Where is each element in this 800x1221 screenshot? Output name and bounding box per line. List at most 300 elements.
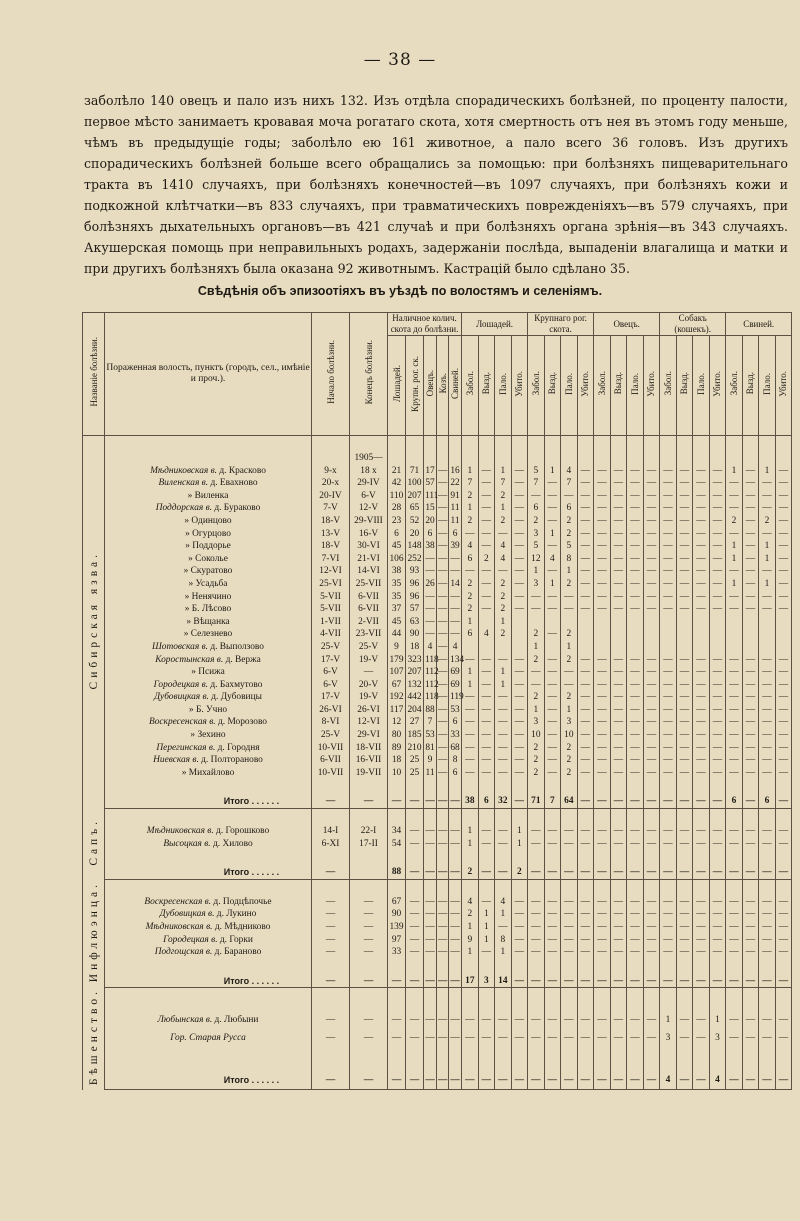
- value-cell: —: [627, 742, 644, 755]
- value-cell: —: [561, 679, 578, 692]
- disease-name-cell: [83, 436, 105, 809]
- value-cell: —: [676, 1030, 693, 1048]
- spacer-cell: [105, 959, 312, 975]
- stock-cell: 20: [406, 528, 424, 541]
- value-cell: [759, 959, 776, 975]
- value-cell: —: [594, 754, 611, 767]
- disease-name: Инфлюэнца.: [87, 880, 100, 982]
- stock-cell: [424, 850, 437, 866]
- value-cell: —: [726, 1030, 743, 1048]
- value-cell: —: [742, 704, 759, 717]
- value-cell: —: [775, 975, 792, 988]
- start-cell: 1-VII: [312, 616, 350, 629]
- value-cell: [462, 641, 479, 654]
- stock-cell: —: [438, 679, 448, 690]
- value-cell: [577, 879, 594, 896]
- value-cell: [594, 850, 611, 866]
- value-cell: —: [594, 565, 611, 578]
- value-cell: 2: [511, 866, 528, 879]
- value-cell: [759, 988, 776, 1012]
- start-cell: [312, 988, 350, 1012]
- stock-cell: —: [449, 1012, 462, 1030]
- value-cell: —: [577, 591, 594, 604]
- place-cell: [105, 838, 312, 851]
- stock-cell: —: [450, 566, 460, 577]
- value-cell: —: [627, 465, 644, 478]
- value-cell: [660, 616, 677, 629]
- stock-cell: —: [438, 755, 448, 766]
- value-cell: —: [610, 515, 627, 528]
- value-cell: —: [709, 704, 726, 717]
- value-cell: [660, 628, 677, 641]
- value-cell: —: [643, 795, 660, 808]
- place-cell: [105, 767, 312, 780]
- stock-cell: —: [450, 838, 460, 849]
- stock-cell: —: [406, 838, 424, 851]
- stock-cell: —: [406, 825, 424, 838]
- stock-cell: 112: [425, 667, 439, 678]
- stock-cell: —: [406, 866, 424, 879]
- stock-cell: —: [438, 515, 448, 526]
- stock-cell: —: [406, 975, 424, 988]
- stock-cell: 33: [388, 946, 406, 959]
- spacer-row: [83, 779, 792, 795]
- value-cell: —: [561, 921, 578, 934]
- volost-name: Подгощская в.: [154, 947, 215, 958]
- stock-cell: 57: [425, 478, 435, 489]
- stock-cell: 63: [406, 616, 424, 629]
- value-cell: 1: [495, 666, 512, 679]
- value-cell: [577, 850, 594, 866]
- value-cell: —: [511, 691, 528, 704]
- value-cell: —: [676, 490, 693, 503]
- value-cell: [594, 641, 611, 654]
- value-cell: —: [594, 825, 611, 838]
- value-cell: —: [775, 767, 792, 780]
- spacer-cell: [105, 879, 312, 896]
- end-cell: 2-VII: [350, 616, 388, 629]
- value-cell: [528, 809, 545, 826]
- value-cell: [742, 1048, 759, 1071]
- value-cell: 8: [561, 553, 578, 566]
- value-cell: —: [561, 591, 578, 604]
- value-cell: [511, 879, 528, 896]
- value-cell: —: [627, 502, 644, 515]
- value-cell: —: [627, 729, 644, 742]
- header-place: Пораженная волость, пунктъ (городъ, сел., имѣніе и проч.).: [105, 313, 312, 436]
- value-cell: —: [643, 921, 660, 934]
- header-stock-0-text: Лошадей.: [391, 365, 402, 402]
- stock-cell: [449, 879, 462, 896]
- header-stock-2: [424, 336, 437, 436]
- value-cell: —: [577, 578, 594, 591]
- value-cell: 2: [495, 515, 512, 528]
- value-cell: —: [478, 946, 495, 959]
- stock-cell: 27: [406, 716, 424, 729]
- value-cell: —: [544, 704, 561, 717]
- value-cell: —: [660, 578, 677, 591]
- volost-name: Городецкая в.: [153, 679, 211, 690]
- value-cell: 2: [495, 603, 512, 616]
- value-cell: —: [643, 565, 660, 578]
- place-cell: [105, 628, 312, 641]
- stock-cell: 11: [449, 502, 462, 515]
- value-cell: —: [643, 578, 660, 591]
- value-cell: —: [478, 691, 495, 704]
- table-row: [83, 934, 792, 947]
- value-cell: —: [742, 502, 759, 515]
- value-cell: 2: [561, 515, 578, 528]
- header-sub-3-2-text: Пало.: [695, 372, 706, 395]
- value-cell: [709, 879, 726, 896]
- epizootic-table-wrapper: [82, 312, 792, 1090]
- volost-name: Мѣдниковская в.: [146, 826, 217, 837]
- value-cell: [709, 779, 726, 795]
- stock-cell: 210: [407, 742, 422, 753]
- value-cell: [594, 879, 611, 896]
- value-cell: —: [627, 654, 644, 667]
- value-cell: [759, 436, 776, 453]
- value-cell: [462, 809, 479, 826]
- value-cell: —: [643, 603, 660, 616]
- value-cell: —: [742, 591, 759, 604]
- value-cell: —: [775, 540, 792, 553]
- stock-cell: 20: [425, 515, 435, 526]
- value-cell: —: [495, 729, 512, 742]
- value-cell: —: [610, 934, 627, 947]
- table-title: Свѣдѣнія объ эпизоотіяхъ въ уѣздѣ по волостямъ и селеніямъ.: [197, 284, 603, 298]
- value-cell: —: [528, 679, 545, 692]
- stock-cell: 17: [425, 465, 435, 476]
- value-cell: —: [759, 502, 776, 515]
- stock-cell: —: [406, 896, 424, 909]
- value-cell: —: [528, 603, 545, 616]
- value-cell: [610, 809, 627, 826]
- value-cell: 4: [561, 465, 578, 478]
- stock-cell: [406, 988, 424, 1012]
- value-cell: —: [742, 490, 759, 503]
- header-sub-4-3: [775, 336, 792, 436]
- value-cell: [561, 809, 578, 826]
- value-cell: —: [544, 691, 561, 704]
- value-cell: 1: [462, 679, 479, 692]
- settlement-name: д. Дубовицы: [211, 692, 262, 703]
- value-cell: [610, 628, 627, 641]
- value-cell: [561, 779, 578, 795]
- value-cell: —: [660, 502, 677, 515]
- place-cell: [105, 1030, 312, 1048]
- stock-cell: 67: [388, 679, 406, 692]
- stock-cell: 96: [406, 578, 424, 591]
- value-cell: —: [643, 825, 660, 838]
- stock-cell: 45: [388, 616, 406, 629]
- stock-cell: 192: [389, 692, 404, 703]
- header-sub-2-2-text: Пало.: [629, 372, 640, 395]
- value-cell: [709, 1048, 726, 1071]
- value-cell: —: [726, 946, 743, 959]
- value-cell: —: [726, 866, 743, 879]
- value-cell: 38: [462, 795, 479, 808]
- value-cell: —: [693, 1012, 710, 1030]
- end-cell: [350, 779, 388, 795]
- value-cell: —: [726, 908, 743, 921]
- start-cell: 20-IV: [312, 490, 350, 503]
- settlement-name: д. Евахново: [210, 478, 258, 489]
- end-cell: 19-V: [350, 691, 388, 704]
- value-cell: —: [726, 754, 743, 767]
- value-cell: —: [759, 591, 776, 604]
- stock-cell: —: [438, 692, 448, 703]
- table-row: [83, 502, 792, 515]
- stock-cell: 67: [388, 896, 406, 909]
- start-cell: —: [312, 795, 350, 808]
- value-cell: —: [627, 528, 644, 541]
- stock-cell: 65: [406, 502, 424, 515]
- value-cell: 1: [726, 553, 743, 566]
- total-row: [83, 1071, 792, 1090]
- value-cell: —: [660, 946, 677, 959]
- volost-name: Поддорская в.: [155, 503, 215, 514]
- value-cell: [643, 1048, 660, 1071]
- stock-cell: —: [425, 604, 435, 615]
- value-cell: —: [660, 921, 677, 934]
- value-cell: —: [627, 591, 644, 604]
- value-cell: —: [462, 716, 479, 729]
- value-cell: [775, 641, 792, 654]
- value-cell: 1: [495, 502, 512, 515]
- value-cell: 2: [561, 767, 578, 780]
- place-cell: [105, 666, 312, 679]
- value-cell: —: [544, 477, 561, 490]
- value-cell: —: [709, 908, 726, 921]
- value-cell: [478, 959, 495, 975]
- table-row: [83, 679, 792, 692]
- value-cell: [577, 959, 594, 975]
- value-cell: [528, 959, 545, 975]
- stock-cell: —: [438, 742, 448, 753]
- value-cell: —: [627, 603, 644, 616]
- value-cell: 6: [561, 502, 578, 515]
- value-cell: —: [759, 528, 776, 541]
- value-cell: [693, 879, 710, 896]
- end-cell: [350, 866, 388, 879]
- value-cell: —: [693, 729, 710, 742]
- stock-cell: —: [438, 578, 448, 589]
- stock-cell: 90: [406, 628, 424, 641]
- stock-cell: —: [438, 616, 448, 627]
- value-cell: —: [660, 528, 677, 541]
- start-cell: 25-V: [312, 729, 350, 742]
- value-cell: —: [594, 908, 611, 921]
- stock-cell: [388, 850, 406, 866]
- settlement-name: » Б. Учно: [188, 704, 228, 715]
- value-cell: —: [528, 934, 545, 947]
- value-cell: —: [775, 825, 792, 838]
- stock-cell: 35: [388, 578, 406, 591]
- start-cell: [312, 879, 350, 896]
- value-cell: —: [775, 716, 792, 729]
- value-cell: —: [775, 578, 792, 591]
- stock-cell: 148: [407, 541, 422, 552]
- end-cell: 19-VII: [350, 767, 388, 780]
- value-cell: —: [643, 838, 660, 851]
- value-cell: —: [610, 465, 627, 478]
- value-cell: —: [775, 565, 792, 578]
- stock-cell: —: [425, 838, 435, 849]
- start-cell: —: [312, 908, 350, 921]
- value-cell: —: [759, 716, 776, 729]
- value-cell: [627, 959, 644, 975]
- header-stock-4: [449, 336, 462, 436]
- value-cell: —: [693, 975, 710, 988]
- value-cell: [594, 452, 611, 465]
- value-cell: —: [561, 896, 578, 909]
- value-cell: [478, 809, 495, 826]
- value-cell: [726, 779, 743, 795]
- value-cell: —: [610, 704, 627, 717]
- header-sub-0-3: [511, 336, 528, 436]
- place-cell: [105, 578, 312, 591]
- value-cell: [495, 850, 512, 866]
- value-cell: 1: [759, 578, 776, 591]
- end-cell: 6-V: [350, 490, 388, 503]
- value-cell: —: [726, 896, 743, 909]
- stock-cell: —: [438, 541, 448, 552]
- value-cell: —: [693, 921, 710, 934]
- stock-cell: 25: [406, 754, 424, 767]
- value-cell: —: [643, 704, 660, 717]
- value-cell: —: [594, 1012, 611, 1030]
- stock-cell: —: [406, 908, 424, 921]
- stock-cell: —: [438, 767, 448, 778]
- value-cell: —: [577, 1012, 594, 1030]
- spacer-row: [83, 988, 792, 1012]
- value-cell: [775, 809, 792, 826]
- stock-cell: —: [438, 553, 448, 564]
- value-cell: —: [594, 767, 611, 780]
- value-cell: [660, 809, 677, 826]
- value-cell: —: [643, 767, 660, 780]
- value-cell: —: [594, 729, 611, 742]
- value-cell: —: [511, 1030, 528, 1048]
- value-cell: [511, 988, 528, 1012]
- value-cell: —: [495, 704, 512, 717]
- value-cell: [709, 809, 726, 826]
- start-cell: —: [312, 1012, 350, 1030]
- value-cell: —: [709, 515, 726, 528]
- value-cell: —: [561, 1012, 578, 1030]
- stock-cell: —: [450, 909, 460, 920]
- value-cell: —: [742, 578, 759, 591]
- value-cell: —: [610, 754, 627, 767]
- value-cell: —: [660, 603, 677, 616]
- value-cell: —: [627, 1012, 644, 1030]
- value-cell: —: [478, 838, 495, 851]
- value-cell: —: [478, 591, 495, 604]
- table-row: [83, 654, 792, 667]
- value-cell: —: [627, 704, 644, 717]
- value-cell: —: [709, 729, 726, 742]
- stock-cell: —: [438, 528, 448, 539]
- table-row: [83, 465, 792, 478]
- header-sub-2-0: [594, 336, 611, 436]
- value-cell: —: [676, 591, 693, 604]
- value-cell: [577, 616, 594, 629]
- stock-cell: —: [388, 1071, 406, 1090]
- stock-cell: 18: [388, 754, 406, 767]
- value-cell: [528, 1048, 545, 1071]
- value-cell: [610, 452, 627, 465]
- value-cell: [660, 641, 677, 654]
- value-cell: —: [709, 477, 726, 490]
- value-cell: [726, 641, 743, 654]
- volost-name: Гор. Старая Русса: [170, 1033, 246, 1044]
- value-cell: —: [742, 553, 759, 566]
- stock-cell: —: [424, 795, 437, 808]
- stock-cell: —: [438, 490, 448, 501]
- value-cell: —: [528, 975, 545, 988]
- value-cell: —: [528, 908, 545, 921]
- value-cell: —: [643, 729, 660, 742]
- stock-cell: 26: [425, 578, 435, 589]
- stock-cell: [437, 1048, 449, 1071]
- stock-cell: —: [450, 553, 460, 564]
- table-row: [83, 616, 792, 629]
- value-cell: —: [709, 716, 726, 729]
- value-cell: —: [693, 1071, 710, 1090]
- value-cell: —: [594, 515, 611, 528]
- value-cell: 1: [462, 666, 479, 679]
- end-cell: —: [350, 946, 388, 959]
- value-cell: 9: [462, 934, 479, 947]
- value-cell: —: [742, 1071, 759, 1090]
- value-cell: [544, 959, 561, 975]
- stock-cell: 42: [388, 477, 406, 490]
- value-cell: —: [577, 767, 594, 780]
- value-cell: —: [561, 666, 578, 679]
- value-cell: —: [544, 975, 561, 988]
- value-cell: [643, 809, 660, 826]
- value-cell: [495, 959, 512, 975]
- stock-cell: —: [449, 866, 462, 879]
- value-cell: —: [528, 1012, 545, 1030]
- value-cell: —: [726, 528, 743, 541]
- value-cell: —: [759, 666, 776, 679]
- header-sub-4-0-text: Забол.: [728, 371, 739, 396]
- value-cell: —: [462, 767, 479, 780]
- header-sub-3-1-text: Вызд.: [679, 372, 690, 395]
- value-cell: —: [495, 754, 512, 767]
- header-sub-0-3-text: Убито.: [514, 370, 525, 397]
- stock-cell: —: [438, 604, 448, 615]
- spacer-row: [83, 809, 792, 826]
- end-cell: 6-VII: [350, 603, 388, 616]
- value-cell: —: [544, 866, 561, 879]
- value-cell: —: [693, 866, 710, 879]
- value-cell: [660, 452, 677, 465]
- value-cell: [511, 850, 528, 866]
- value-cell: 5: [561, 540, 578, 553]
- value-cell: —: [462, 1012, 479, 1030]
- value-cell: —: [775, 921, 792, 934]
- value-cell: —: [544, 666, 561, 679]
- value-cell: —: [726, 603, 743, 616]
- value-cell: 2: [462, 866, 479, 879]
- value-cell: [594, 616, 611, 629]
- value-cell: [544, 616, 561, 629]
- value-cell: —: [462, 528, 479, 541]
- end-cell: [350, 850, 388, 866]
